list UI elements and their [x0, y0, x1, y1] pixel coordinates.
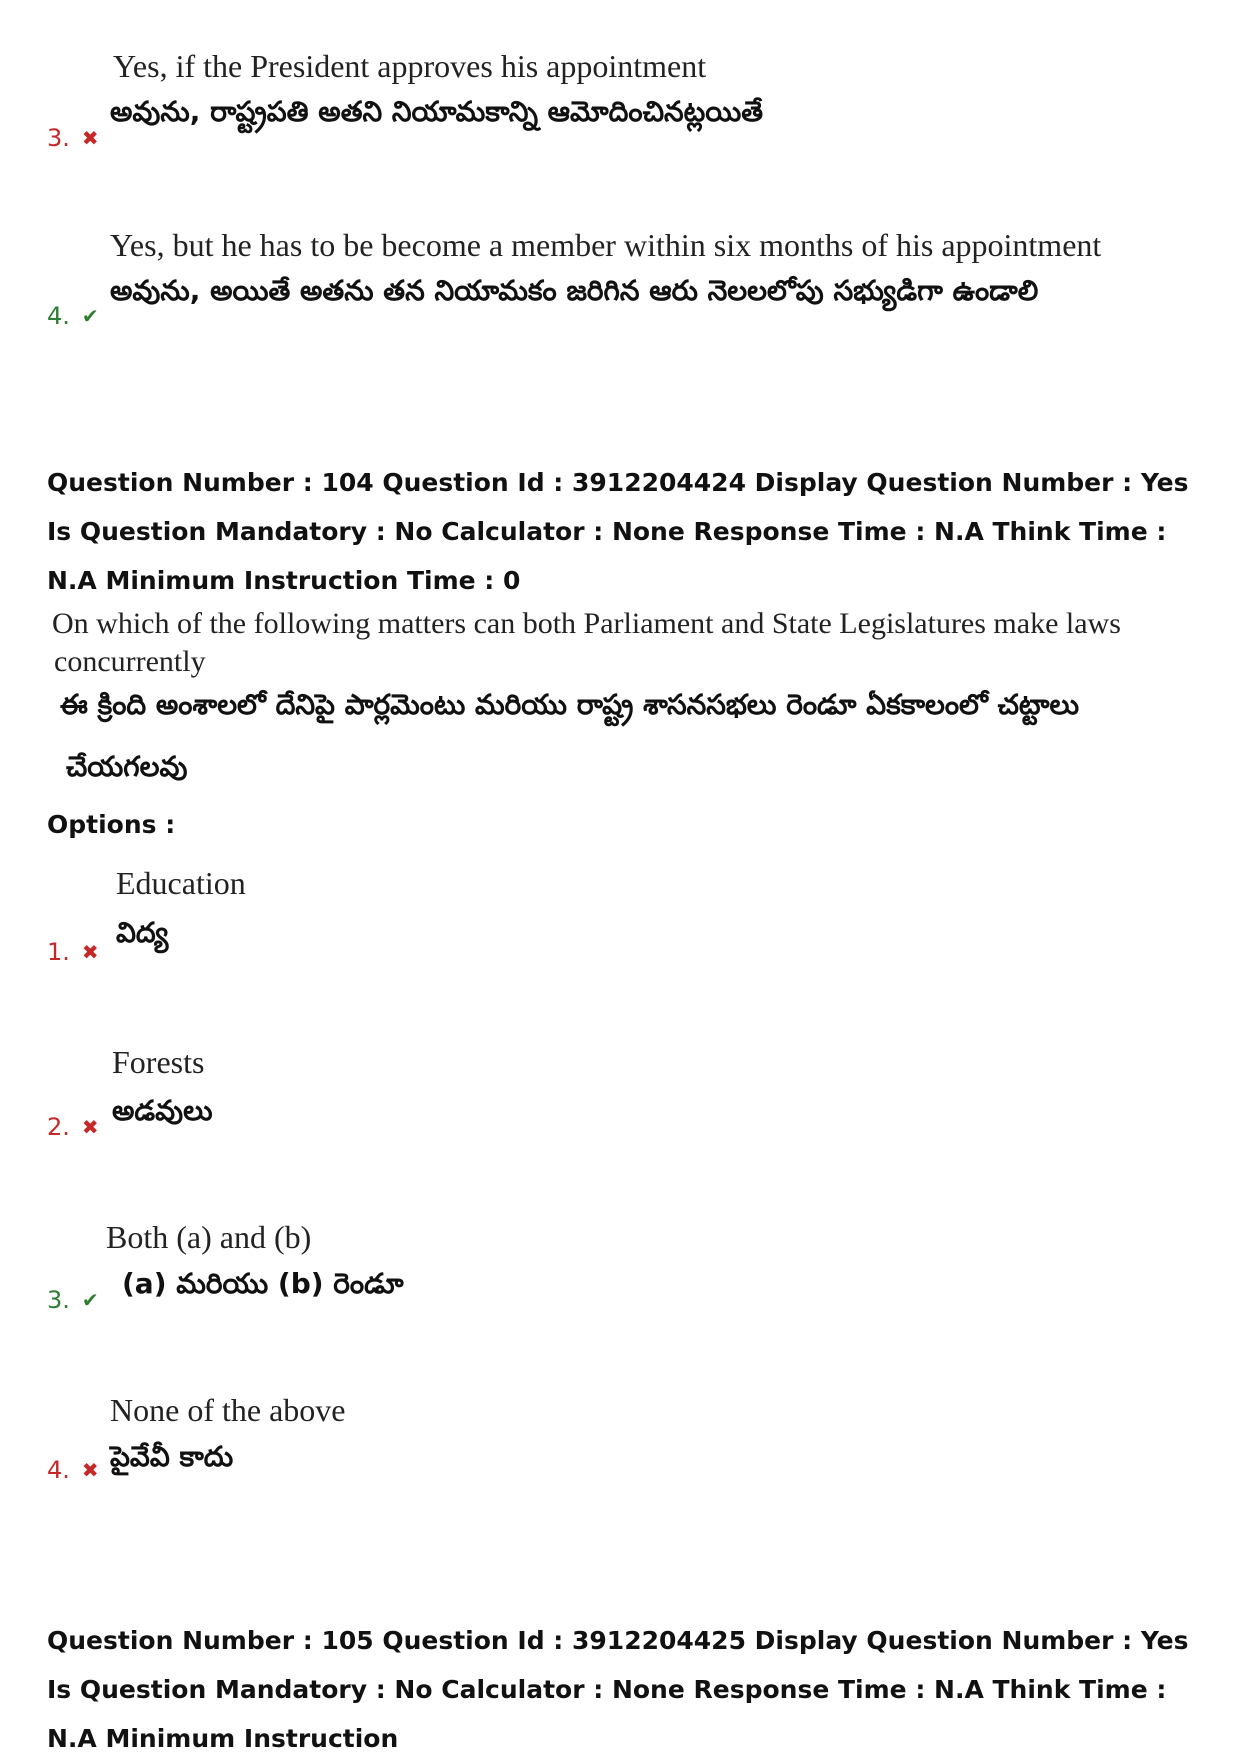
option-1-english: Education [116, 865, 246, 901]
option-3-english: Both (a) and (b) [106, 1219, 312, 1255]
prev-option-4-english: Yes, but he has to be become a member within six months of his appointment [110, 227, 1102, 263]
prev-option-4-marker [47, 302, 99, 330]
option-1-marker [47, 938, 99, 966]
option-number: 3. [47, 124, 70, 152]
check-mark-icon: ✔ [81, 304, 99, 328]
option-4-marker [47, 1456, 99, 1484]
option-2-english: Forests [112, 1044, 205, 1080]
option-4-telugu: పైవేవీ కాదు [110, 1440, 234, 1473]
prev-option-3-marker [47, 124, 99, 152]
question-104-stem-telugu-line2: చేయగలవు [66, 750, 188, 783]
option-number: 4. [47, 1456, 70, 1484]
question-104-header: Question Number : 104 Question Id : 3912204424 Display Question Number : Yes Is Question Mandatory : No Calculator : None Response Time : N.A Think Time : N.A Minimum Instruction Time : 0 [47, 468, 1189, 595]
cross-mark-icon: ✖ [81, 1458, 99, 1482]
option-3-marker [47, 1286, 99, 1314]
cross-mark-icon: ✖ [81, 1115, 99, 1139]
option-number: 2. [47, 1113, 70, 1141]
prev-option-3-english: Yes, if the President approves his appointment [113, 48, 707, 84]
cross-mark-icon: ✖ [81, 940, 99, 964]
question-104-stem-telugu-line1: ఈ క్రింది అంశాలలో దేనిపై పార్లమెంటు మరియు రాష్ట్ర శాసనసభలు రెండూ ఏకకాలంలో చట్టాలు [60, 688, 1080, 721]
prev-option-3-telugu: అవును, రాష్ట్రపతి అతని నియామకాన్ని ఆమోదించినట్లయితే [110, 95, 764, 128]
question-105-header: Question Number : 105 Question Id : 3912204425 Display Question Number : Yes Is Question Mandatory : No Calculator : None Response Time : N.A Think Time : N.A Minimum Instruction [47, 1626, 1189, 1753]
option-number: 3. [47, 1286, 70, 1314]
option-2-telugu: అడవులు [112, 1094, 213, 1127]
cross-mark-icon: ✖ [81, 126, 99, 150]
question-104-stem-english-line1: On which of the following matters can both Parliament and State Legislatures make laws [52, 607, 1121, 640]
check-mark-icon: ✔ [81, 1288, 99, 1312]
option-4-english: None of the above [110, 1392, 346, 1428]
option-3-telugu: (a) మరియు (b) రెండూ [122, 1267, 404, 1300]
option-2-marker [47, 1113, 99, 1141]
prev-option-4-telugu: అవును, అయితే అతను తన నియామకం జరిగిన ఆరు నెలలలోపు సభ్యుడిగా ఉండాలి [110, 274, 1039, 307]
option-number: 1. [47, 938, 70, 966]
question-104-stem-english-line2: concurrently [54, 645, 206, 678]
option-number: 4. [47, 302, 70, 330]
option-1-telugu: విద్య [116, 916, 169, 949]
options-label: Options : [47, 810, 176, 839]
